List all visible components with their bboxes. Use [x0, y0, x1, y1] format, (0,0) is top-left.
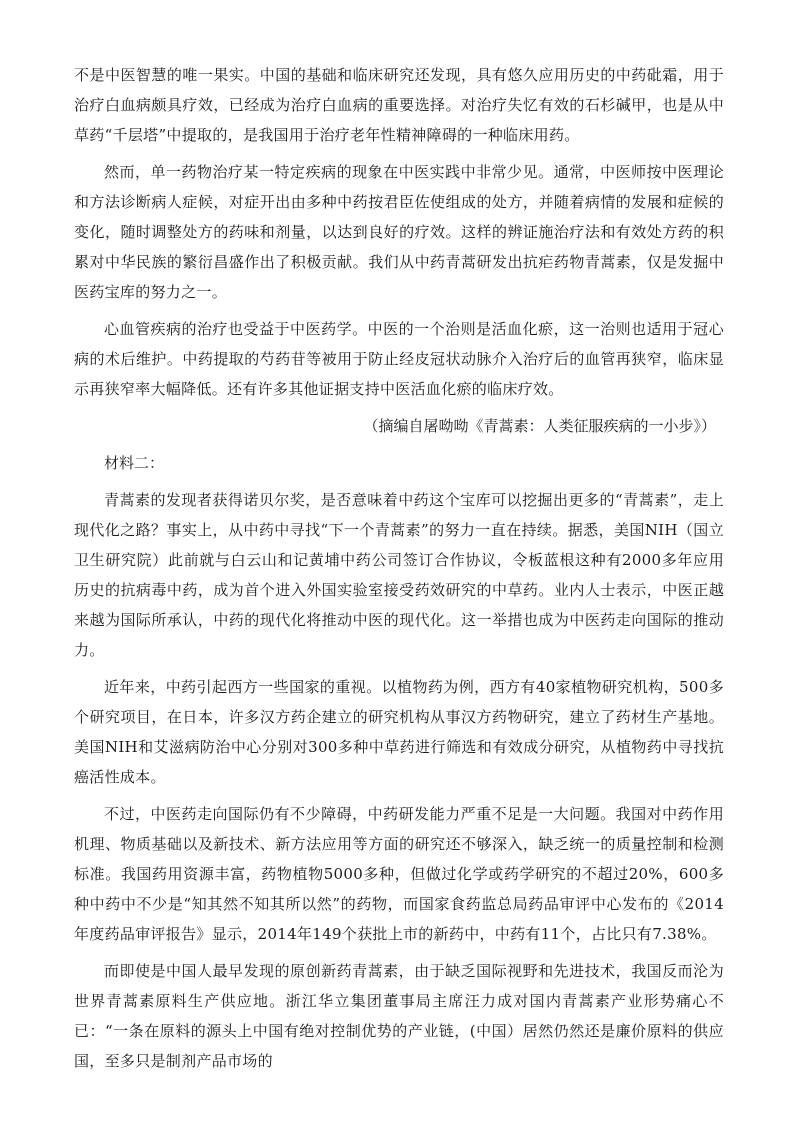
paragraph: 不过，中医药走向国际仍有不少障碍，中药研发能力严重不足是一大问题。我国对中药作用机理、物质基础以及新技术、新方法应用等方面的研究还不够深入，缺乏统一的质量控制和检测标准。我国药用资源丰富，药物植物5000多种，但做过化学或药学研究的不超过20%，600多种中药中不少是“知其然不知其所以然”的药物，而国家食药监总局药品审评中心发布的《2014年度药品审评报告》显示，2014年149个获批上市的新药中，中药有11个，占比只有7.38%。	[74, 805, 724, 943]
document-page	[74, 60, 724, 1083]
paragraph: 近年来，中药引起西方一些国家的重视。以植物药为例，西方有40家植物研究机构，500多个研究项目，在日本，许多汉方药企建立的研究机构从事汉方药物研究，建立了药材生产基地。美国NIH和艾滋病防治中心分别对300多种中草药进行筛选和有效成分研究，从植物药中寻找抗癌活性成本。	[74, 678, 724, 786]
section-label: 材料二：	[104, 454, 165, 472]
paragraph: 而即使是中国人最早发现的原创新药青蒿素，由于缺乏国际视野和先进技术，我国反而沦为世界青蒿素原料生产供应地。浙江华立集团董事局主席汪力成对国内青蒿素产业形势痛心不已：“一条在原料的源头上中国有绝对控制优势的产业链，(中国）居然仍然还是廉价原料的供应国，至多只是制剂产品市场的	[74, 962, 724, 1070]
paragraph: 心血管疾病的治疗也受益于中医药学。中医的一个治则是活血化瘀，这一治则也适用于冠心病的术后维护。中药提取的芍药苷等被用于防止经皮冠状动脉介入治疗后的血管再狭窄，临床显示再狭窄率大幅降低。还有许多其他证据支持中医活血化瘀的临床疗效。	[74, 320, 724, 398]
source-citation: （摘编自屠呦呦《青蒿素：人类征服疾病的一小步》）	[363, 417, 716, 435]
paragraph: 然而，单一药物治疗某一特定疾病的现象在中医实践中非常少见。通常，中医师按中医理论和方法诊断病人症候，对症开出由多种中药按君臣佐使组成的处方，并随着病情的发展和症候的变化，随时调整处方的药味和剂量，以达到良好的疗效。这样的辨证施治疗法和有效处方药的积累对中华民族的繁衍昌盛作出了积极贡献。我们从中药青蒿研发出抗疟药物青蒿素，仅是发掘中医药宝库的努力之一。	[74, 163, 724, 301]
paragraph: 青蒿素的发现者获得诺贝尔奖，是否意味着中药这个宝库可以挖掘出更多的“青蒿素”，走上现代化之路？事实上，从中药中寻找“下一个青蒿素”的努力一直在持续。据悉，美国NIH（国立卫生研究院）此前就与白云山和记黄埔中药公司签订合作协议，令板蓝根这种有2000多年应用历史的抗病毒中药，成为首个进入外国实验室接受药效研究的中草药。业内人士表示，中医正越来越为国际所承认，中药的现代化将推动中医的现代化。这一举措也成为中医药走向国际的推动力。	[74, 491, 724, 659]
paragraph: 不是中医智慧的唯一果实。中国的基础和临床研究还发现，具有悠久应用历史的中药砒霜，用于治疗白血病颇具疗效，已经成为治疗白血病的重要选择。对治疗失忆有效的石杉碱甲，也是从中草药“千层塔”中提取的，是我国用于治疗老年性精神障碍的一种临床用药。	[74, 66, 724, 144]
